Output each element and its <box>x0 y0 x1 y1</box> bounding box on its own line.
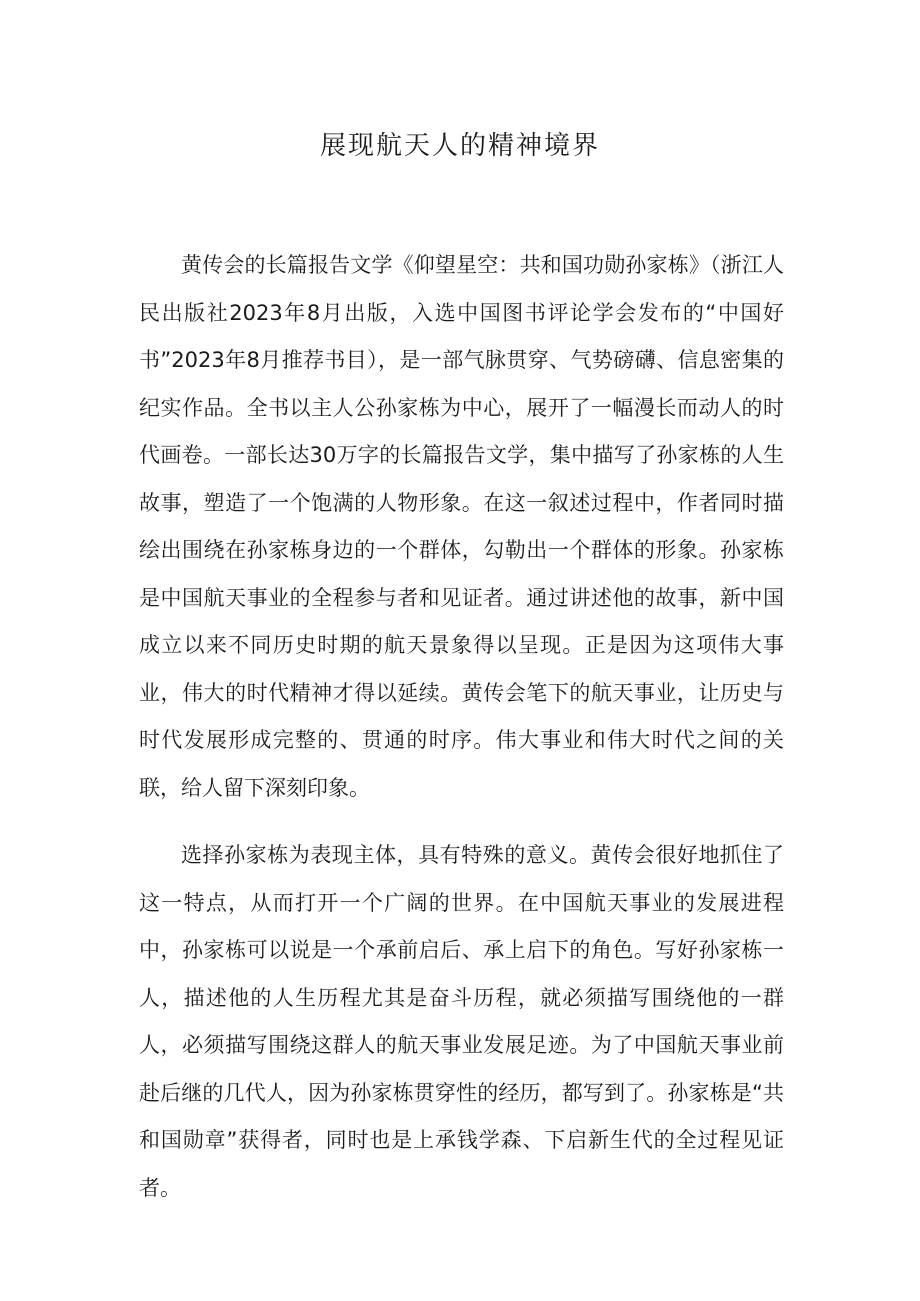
paragraph-2: 选择孙家栋为表现主体，具有特殊的意义。黄传会很好地抓住了这一特点，从而打开一个广阔的世界。在中国航天事业的发展进程中，孙家栋可以说是一个承前启后、承上启下的角色。写好孙家栋一人，描述他的人生历程尤其是奋斗历程，就必须描写围绕他的一群人，必须描写围绕这群人的航天事业发展足迹。为了中国航天事业前赴后继的几代人，因为孙家栋贯穿性的经历，都写到了。孙家栋是“共和国勋章”获得者，同时也是上承钱学森、下启新生代的全过程见证者。 <box>139 843 784 1200</box>
paragraph-1: 黄传会的长篇报告文学《仰望星空：共和国功勋孙家栋》（浙江人民出版社2023年8月出版，入选中国图书评论学会发布的“中国好书”2023年8月推荐书目），是一部气脉贯穿、气势磅礴、信息密集的纪实作品。全书以主人公孙家栋为中心，展开了一幅漫长而动人的时代画卷。一部长达30万字的长篇报告文学，集中描写了孙家栋的人生故事，塑造了一个饱满的人物形象。在这一叙述过程中，作者同时描绘出围绕在孙家栋身边的一个群体，勾勒出一个群体的形象。孙家栋是中国航天事业的全程参与者和见证者。通过讲述他的故事，新中国成立以来不同历史时期的航天景象得以呈现。正是因为这项伟大事业，伟大的时代精神才得以延续。黄传会笔下的航天事业，让历史与时代发展形成完整的、贯通的时序。伟大事业和伟大时代之间的关联，给人留下深刻印象。 <box>139 253 784 800</box>
document-title: 展现航天人的精神境界 <box>319 131 600 161</box>
